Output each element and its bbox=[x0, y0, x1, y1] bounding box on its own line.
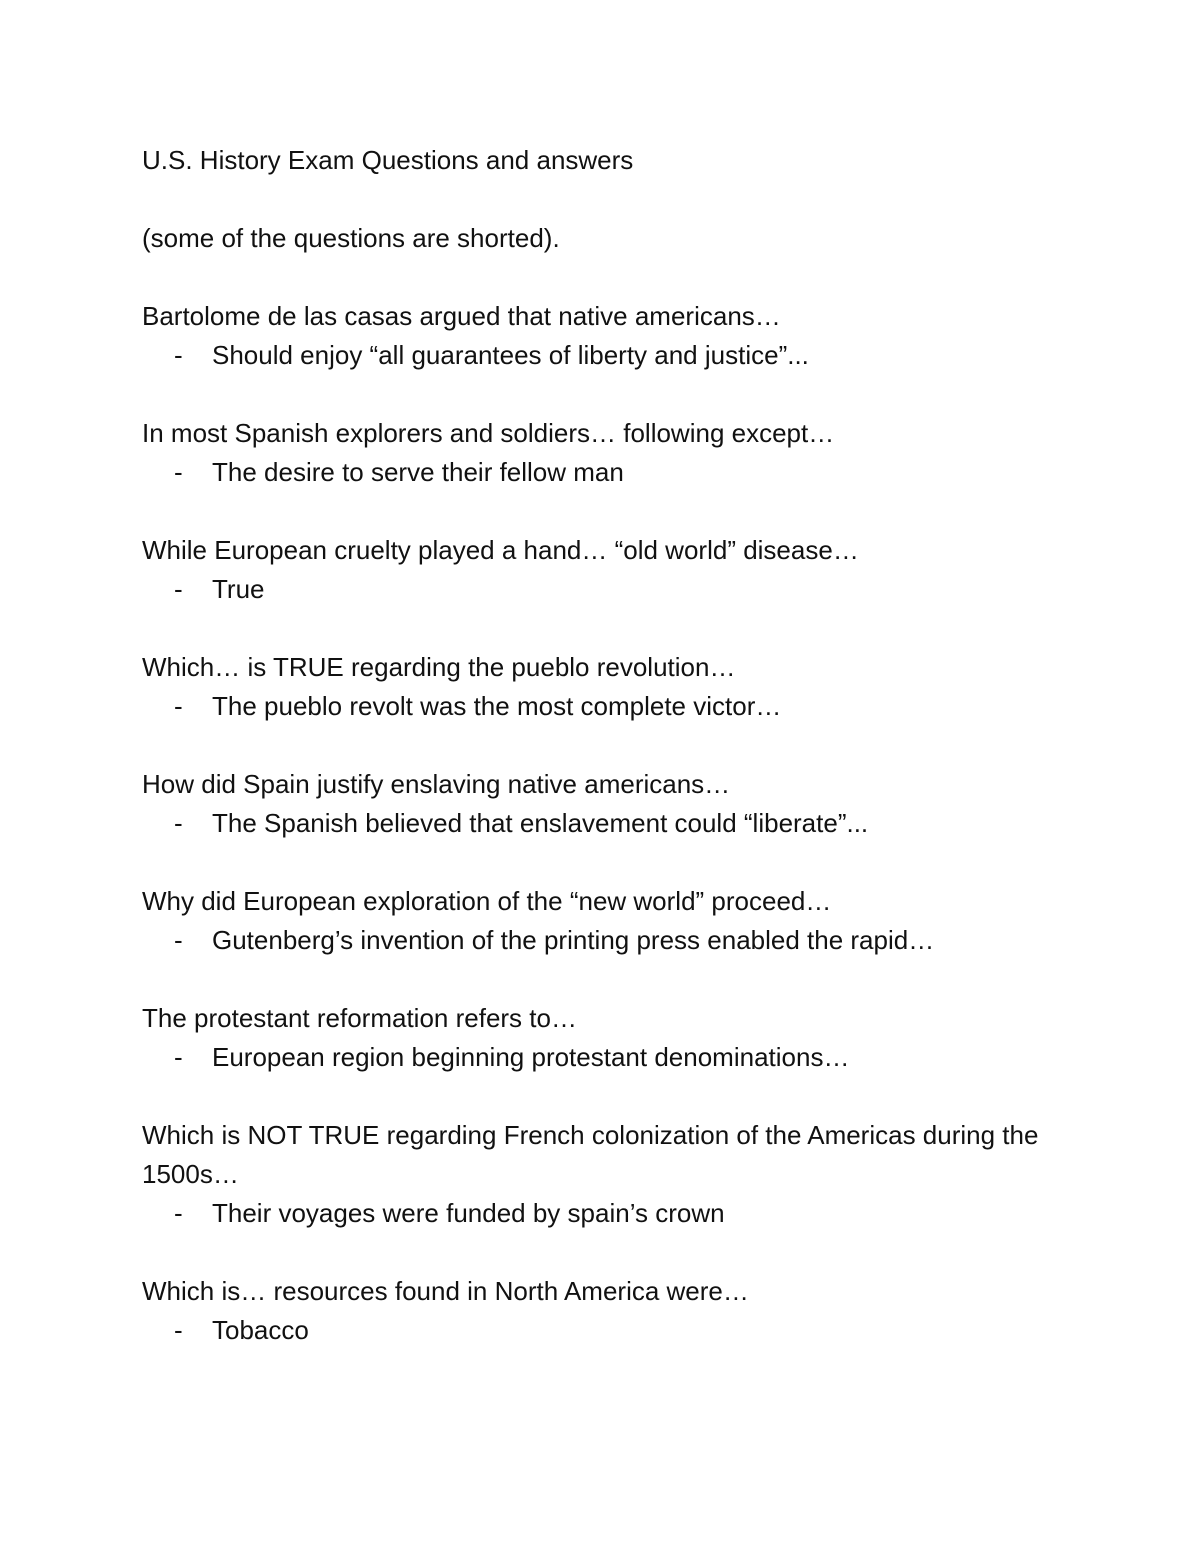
qa-item bbox=[142, 1272, 1062, 1350]
answer-line bbox=[142, 336, 1062, 375]
document-body bbox=[142, 141, 1062, 1350]
qa-item bbox=[142, 765, 1062, 843]
answer-line bbox=[142, 1038, 1062, 1077]
answer-text: Their voyages were funded by spain’s crown bbox=[212, 1198, 725, 1228]
bullet-dash: - bbox=[174, 340, 183, 370]
qa-item bbox=[142, 414, 1062, 492]
answer-line bbox=[142, 1194, 1062, 1233]
spacer bbox=[142, 960, 1062, 999]
spacer bbox=[142, 843, 1062, 882]
question-text: In most Spanish explorers and soldiers… following except… bbox=[142, 418, 835, 448]
answer-line bbox=[142, 921, 1062, 960]
bullet-dash: - bbox=[174, 574, 183, 604]
answer-text: The pueblo revolt was the most complete victor… bbox=[212, 691, 782, 721]
qa-item bbox=[142, 999, 1062, 1077]
spacer bbox=[142, 609, 1062, 648]
document-title: U.S. History Exam Questions and answers bbox=[142, 145, 634, 175]
spacer bbox=[142, 180, 1062, 219]
question-text: Bartolome de las casas argued that native americans… bbox=[142, 301, 781, 331]
bullet-dash: - bbox=[174, 808, 183, 838]
bullet-dash: - bbox=[174, 1315, 183, 1345]
spacer bbox=[142, 375, 1062, 414]
question-text: Which… is TRUE regarding the pueblo revolution… bbox=[142, 652, 736, 682]
qa-item bbox=[142, 648, 1062, 726]
answer-line bbox=[142, 804, 1062, 843]
question-text: Which is NOT TRUE regarding French colonization of the Americas during the 1500s… bbox=[142, 1120, 1039, 1189]
bullet-dash: - bbox=[174, 691, 183, 721]
qa-item bbox=[142, 1116, 1062, 1233]
spacer bbox=[142, 258, 1062, 297]
spacer bbox=[142, 1233, 1062, 1272]
answer-line bbox=[142, 1311, 1062, 1350]
answer-text: True bbox=[212, 574, 265, 604]
bullet-dash: - bbox=[174, 1042, 183, 1072]
answer-text: Should enjoy “all guarantees of liberty and justice”... bbox=[212, 340, 809, 370]
answer-text: Gutenberg’s invention of the printing press enabled the rapid… bbox=[212, 925, 935, 955]
qa-item bbox=[142, 297, 1062, 375]
spacer bbox=[142, 492, 1062, 531]
answer-text: The desire to serve their fellow man bbox=[212, 457, 624, 487]
answer-line bbox=[142, 570, 1062, 609]
question-text: Why did European exploration of the “new world” proceed… bbox=[142, 886, 832, 916]
bullet-dash: - bbox=[174, 925, 183, 955]
answer-text: European region beginning protestant denominations… bbox=[212, 1042, 850, 1072]
answer-line bbox=[142, 453, 1062, 492]
answer-line bbox=[142, 687, 1062, 726]
question-text: While European cruelty played a hand… “old world” disease… bbox=[142, 535, 859, 565]
spacer bbox=[142, 1077, 1062, 1116]
qa-item bbox=[142, 882, 1062, 960]
qa-item bbox=[142, 531, 1062, 609]
question-text: How did Spain justify enslaving native americans… bbox=[142, 769, 731, 799]
bullet-dash: - bbox=[174, 457, 183, 487]
answer-text: The Spanish believed that enslavement could “liberate”... bbox=[212, 808, 869, 838]
question-text: Which is… resources found in North America were… bbox=[142, 1276, 749, 1306]
question-text: The protestant reformation refers to… bbox=[142, 1003, 577, 1033]
bullet-dash: - bbox=[174, 1198, 183, 1228]
answer-text: Tobacco bbox=[212, 1315, 309, 1345]
spacer bbox=[142, 726, 1062, 765]
document-note: (some of the questions are shorted). bbox=[142, 223, 560, 253]
